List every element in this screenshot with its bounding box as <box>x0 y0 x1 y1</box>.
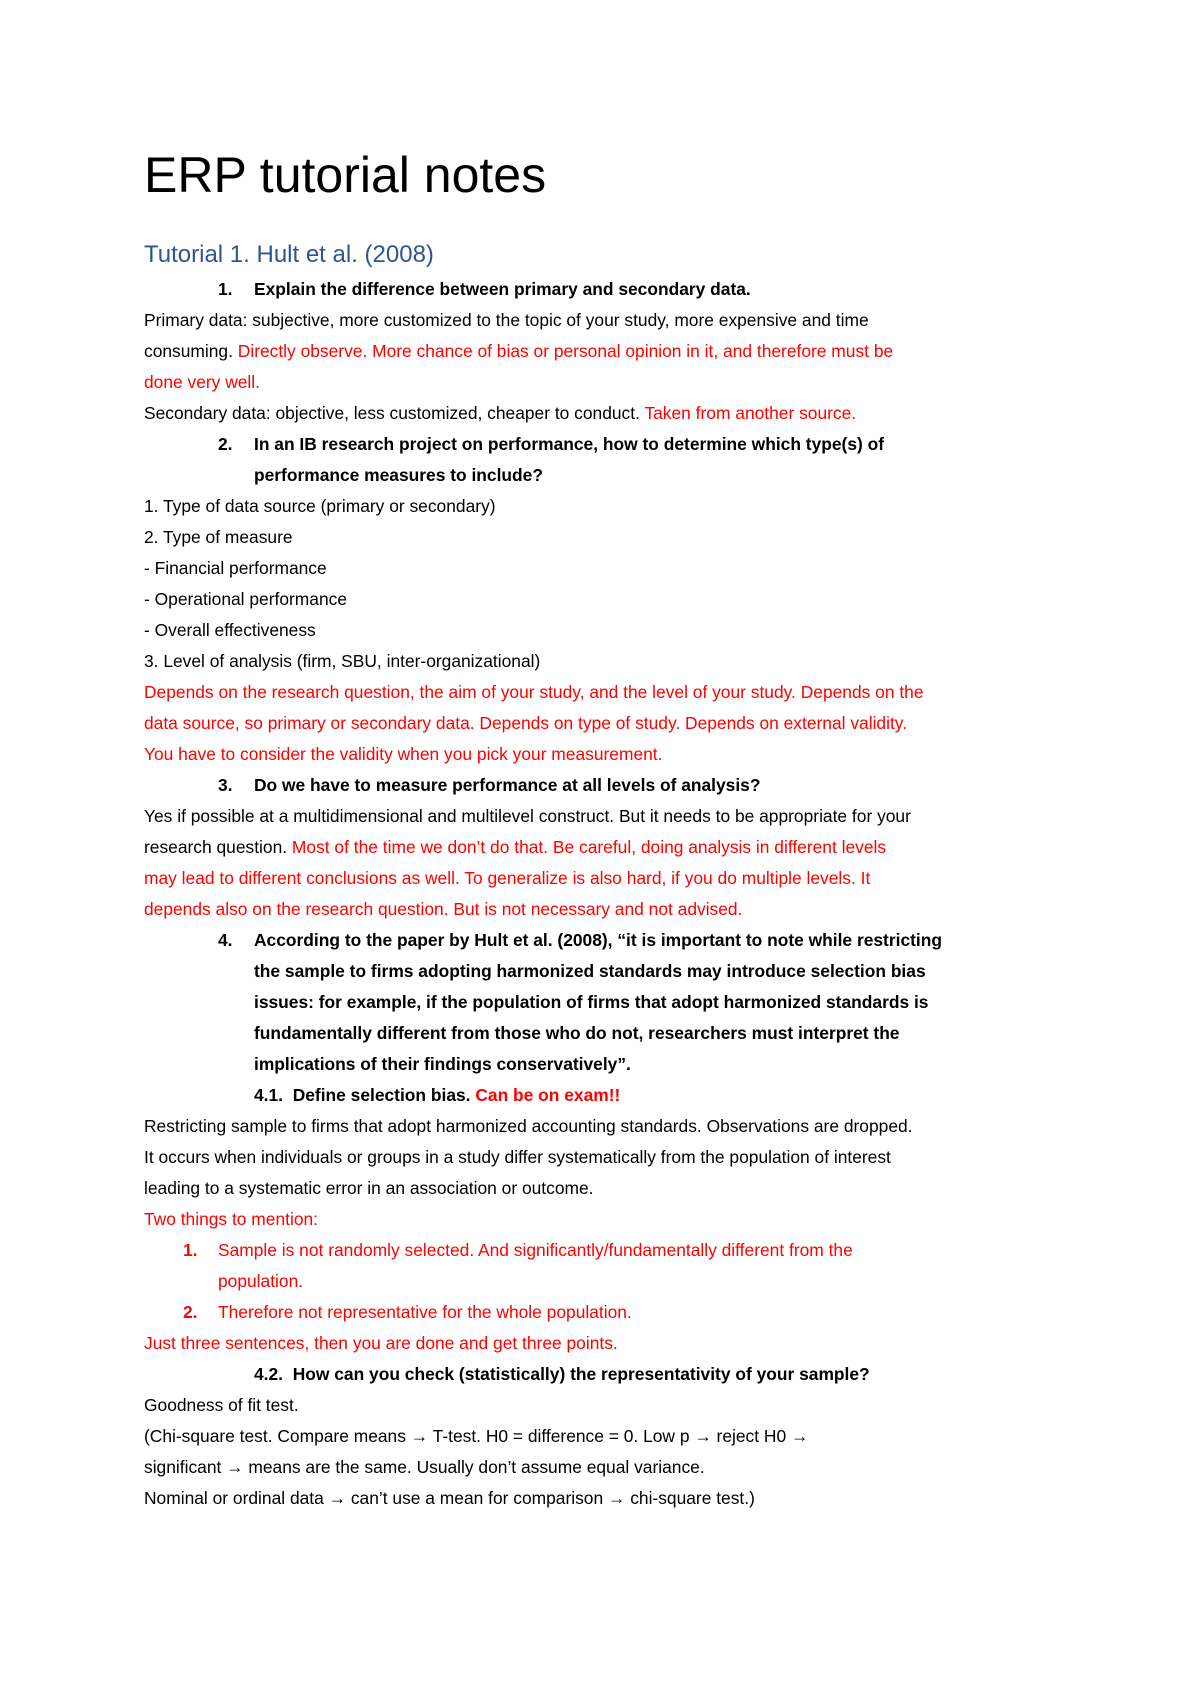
answer-line: 3. Level of analysis (firm, SBU, inter-organizational) <box>144 651 541 671</box>
question-text: Explain the difference between primary and secondary data. <box>254 279 751 299</box>
question-text: Do we have to measure performance at all levels of analysis? <box>254 775 761 795</box>
answer-note: Just three sentences, then you are done and get three points. <box>144 1333 618 1353</box>
page-title: ERP tutorial notes <box>144 147 547 203</box>
answer-line <box>144 832 886 863</box>
subquestion-text: Define selection bias. <box>292 1085 471 1105</box>
answer-note: depends also on the research question. But is not necessary and not advised. <box>144 899 743 919</box>
answer-note: data source, so primary or secondary data. Depends on type of study. Depends on external validity. <box>144 713 908 733</box>
question-text: fundamentally different from those who do not, researchers must interpret the <box>254 1023 900 1043</box>
answer-line: Primary data: subjective, more customized to the topic of your study, more expensive and time <box>144 310 869 330</box>
question-text: In an IB research project on performance, how to determine which type(s) of <box>254 434 885 454</box>
list-item: Sample is not randomly selected. And significantly/fundamentally different from the <box>218 1240 853 1260</box>
question-number: 2. <box>218 434 233 454</box>
question-number: 3. <box>218 775 233 795</box>
answer-note: Directly observe. More chance of bias or personal opinion in it, and therefore must be <box>232 341 894 361</box>
answer-line: significant → means are the same. Usually don’t assume equal variance. <box>144 1457 705 1477</box>
subquestion <box>254 1359 870 1390</box>
subquestion-number: 4.2. <box>254 1364 284 1384</box>
answer-text: Secondary data: objective, less customized, cheaper to conduct. <box>144 403 640 423</box>
question-number: 1. <box>218 279 233 299</box>
list-number: 1. <box>183 1240 198 1260</box>
question-text: implications of their findings conservatively”. <box>254 1054 631 1074</box>
answer-line: Goodness of fit test. <box>144 1395 299 1415</box>
answer-line: Restricting sample to firms that adopt harmonized accounting standards. Observations are dropped. <box>144 1116 913 1136</box>
question-text: the sample to firms adopting harmonized standards may introduce selection bias <box>254 961 926 981</box>
question-text: According to the paper by Hult et al. (2008), “it is important to note while restricting <box>254 930 942 950</box>
subquestion-text: How can you check (statistically) the representativity of your sample? <box>292 1364 870 1384</box>
list-item: Therefore not representative for the whole population. <box>218 1302 632 1322</box>
question-number: 4. <box>218 930 233 950</box>
answer-line: Yes if possible at a multidimensional and multilevel construct. But it needs to be appropriate for your <box>144 806 911 826</box>
answer-line: (Chi-square test. Compare means → T-test. H0 = difference = 0. Low p → reject H0 → <box>144 1426 809 1446</box>
answer-note: may lead to different conclusions as well. To generalize is also hard, if you do multiple levels. It <box>144 868 871 888</box>
answer-text: consuming. <box>144 341 233 361</box>
answer-note: Two things to mention: <box>144 1209 318 1229</box>
question-text: performance measures to include? <box>254 465 543 485</box>
answer-note: Taken from another source. <box>639 403 857 423</box>
section-heading: Tutorial 1. Hult et al. (2008) <box>144 241 434 268</box>
list-item: population. <box>218 1271 304 1291</box>
exam-note: Can be on exam!! <box>470 1085 621 1105</box>
subquestion-number: 4.1. <box>254 1085 284 1105</box>
answer-line: leading to a systematic error in an association or outcome. <box>144 1178 594 1198</box>
answer-note: Most of the time we don’t do that. Be careful, doing analysis in different levels <box>287 837 887 857</box>
answer-line: It occurs when individuals or groups in a study differ systematically from the population of interest <box>144 1147 891 1167</box>
question-text: issues: for example, if the population of firms that adopt harmonized standards is <box>254 992 929 1012</box>
answer-text: research question. <box>144 837 288 857</box>
answer-line: Nominal or ordinal data → can’t use a mean for comparison → chi-square test.) <box>144 1488 755 1508</box>
answer-note: Depends on the research question, the aim of your study, and the level of your study. Depends on the <box>144 682 924 702</box>
answer-note: You have to consider the validity when you pick your measurement. <box>144 744 663 764</box>
subquestion <box>254 1080 620 1111</box>
answer-line: 1. Type of data source (primary or secondary) <box>144 496 496 516</box>
list-number: 2. <box>183 1302 198 1322</box>
answer-line: - Operational performance <box>144 589 347 609</box>
answer-line: 2. Type of measure <box>144 527 293 547</box>
answer-line: - Overall effectiveness <box>144 620 316 640</box>
answer-line <box>144 336 893 367</box>
answer-line <box>144 398 856 429</box>
answer-note: done very well. <box>144 372 260 392</box>
answer-line: - Financial performance <box>144 558 327 578</box>
